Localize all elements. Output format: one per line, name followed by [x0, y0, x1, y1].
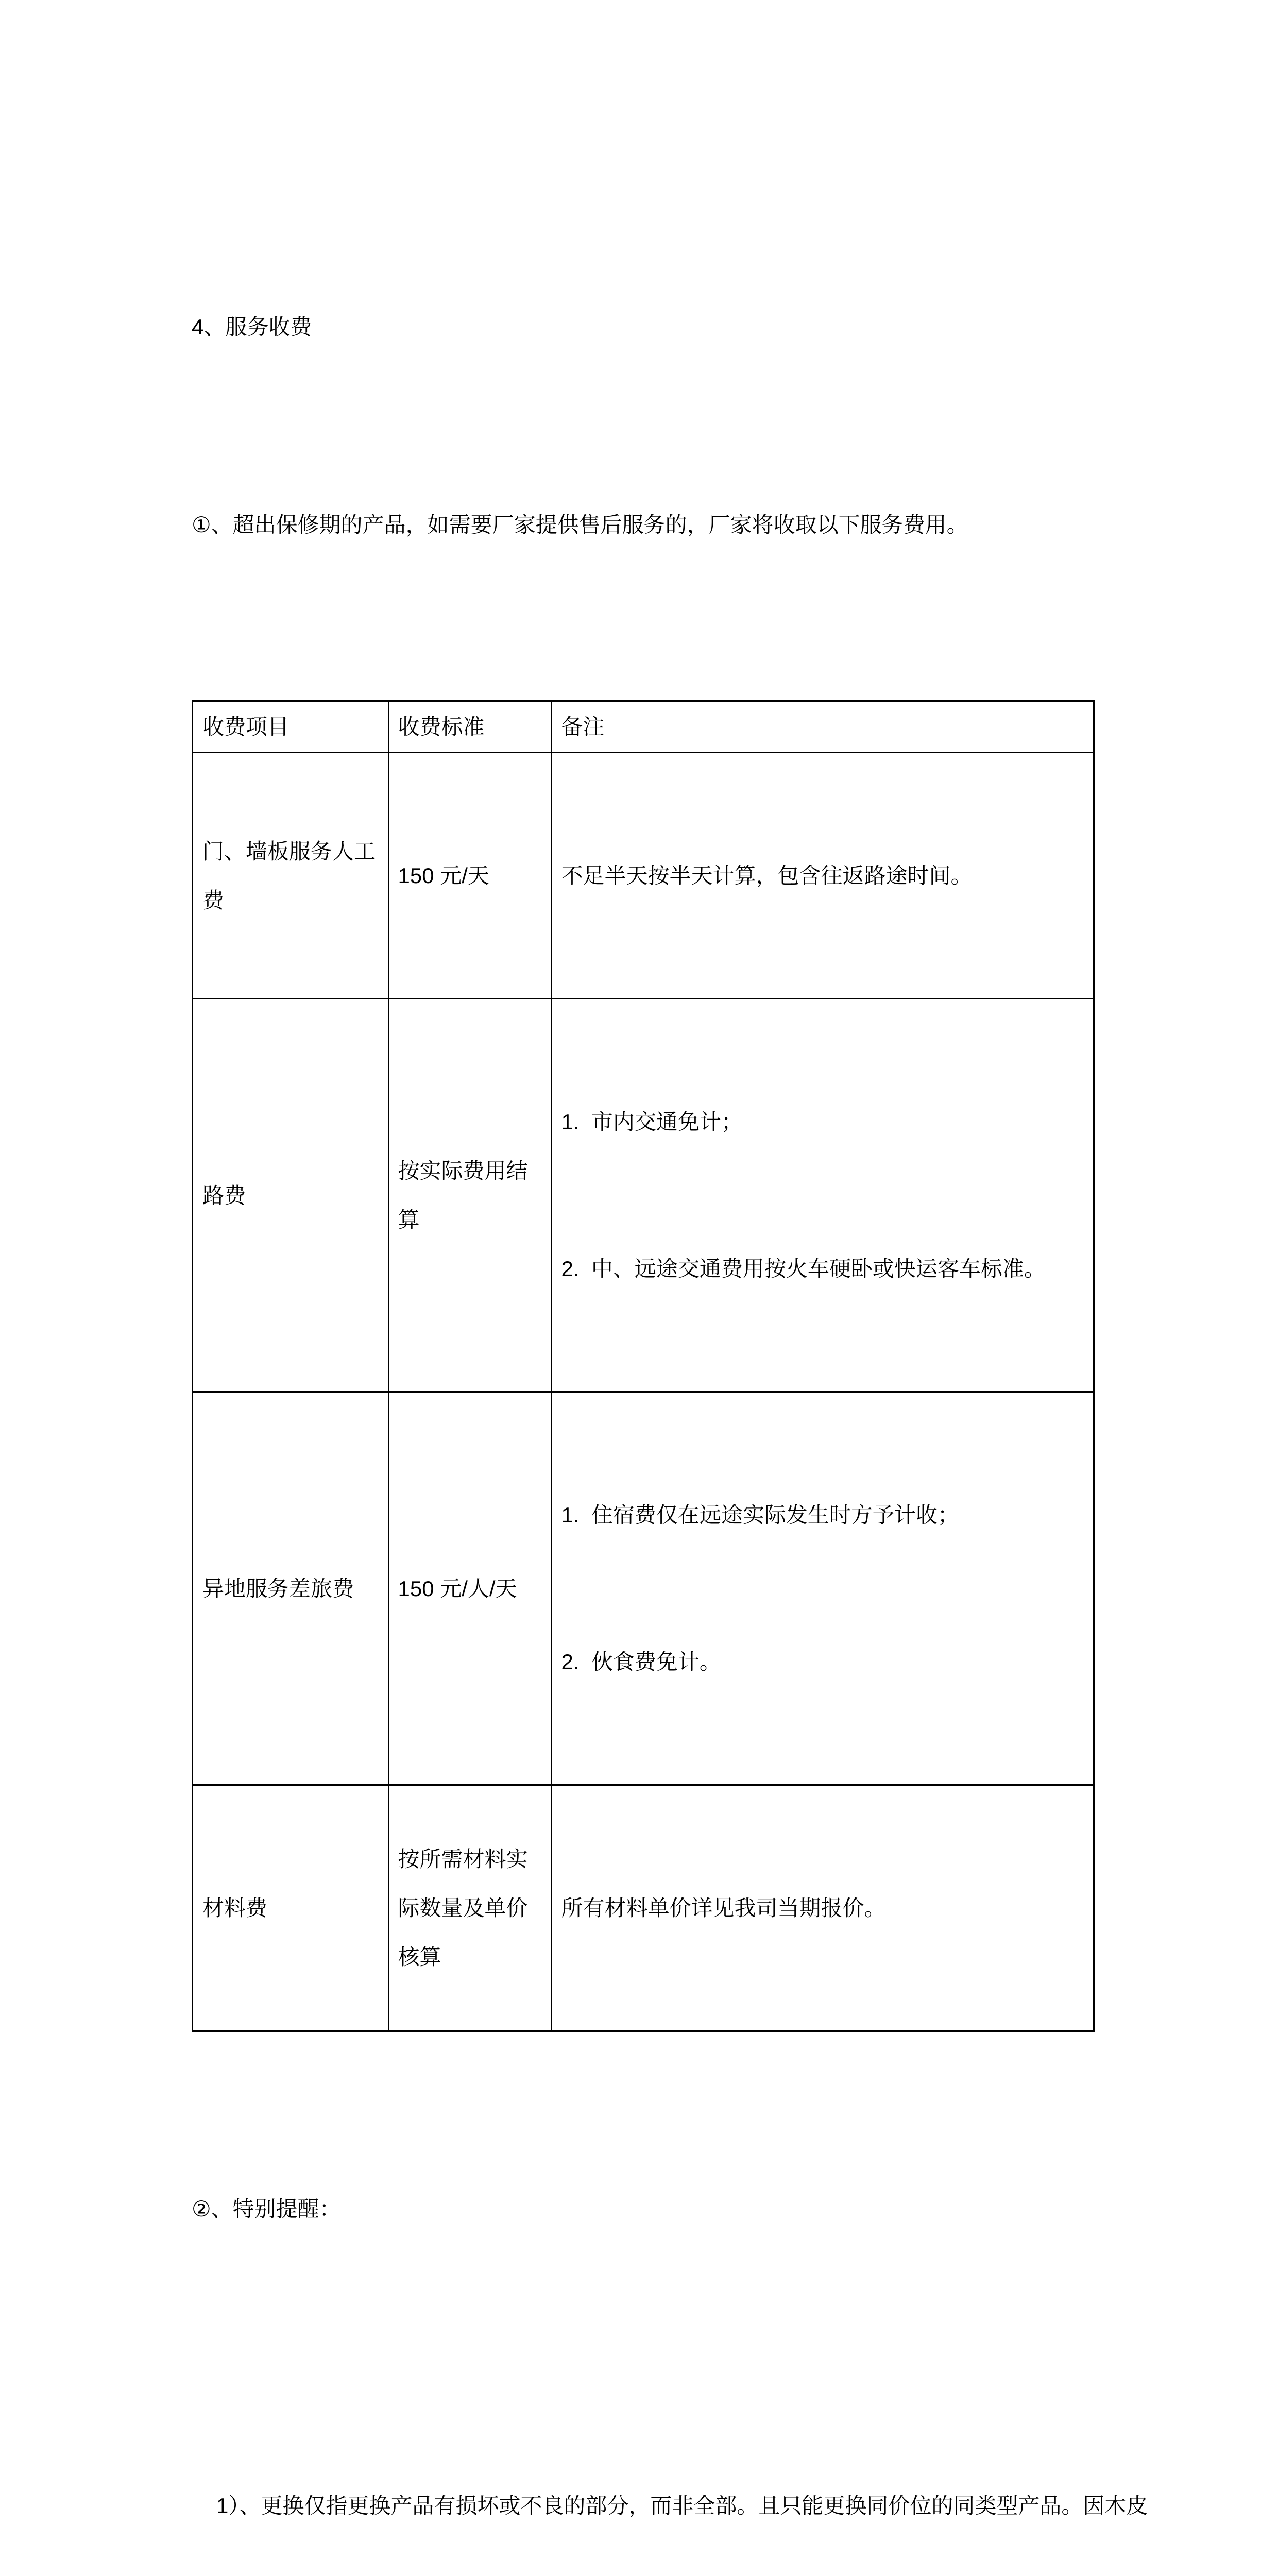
remark-line: 所有材料单价详见我司当期报价。 [561, 1896, 886, 1920]
document-content [192, 154, 1191, 2576]
section-title: 4、服务收费 [192, 315, 312, 339]
fee-standard-cell: 150 元/天 [388, 753, 552, 999]
reminder-item-1 [192, 2382, 1191, 2576]
fee-table-header-row [193, 701, 1094, 753]
fee-table-header-standard: 收费标准 [388, 701, 552, 753]
remark-line: 不足半天按半天计算，包含往返路途时间。 [561, 863, 973, 888]
fee-table-header-remark: 备注 [552, 701, 1094, 753]
table-row [193, 1785, 1094, 2031]
paragraph-line: 1）、更换仅指更换产品有损坏或不良的部分，而非全部。且只能更换同价位的同类型产品。因木皮 [216, 2494, 1148, 2518]
fee-table-header-item: 收费项目 [193, 701, 388, 753]
remark-line: 1. 市内交通免计； [561, 1110, 743, 1134]
fee-remark-cell [552, 1785, 1094, 2031]
fee-standard-cell: 按实际费用结算 [388, 999, 552, 1392]
fee-item-cell: 路费 [193, 999, 388, 1392]
remark-line: 2. 伙食费免计。 [561, 1650, 721, 1674]
reminder-heading: ②、特别提醒： [192, 2197, 341, 2221]
fee-item-cell: 门、墙板服务人工费 [193, 753, 388, 999]
remark-line: 2. 中、远途交通费用按火车硬卧或快运客车标准。 [561, 1257, 1046, 1281]
fee-item-cell: 材料费 [193, 1785, 388, 2031]
remark-line: 1. 住宿费仅在远途实际发生时方予计收； [561, 1503, 959, 1527]
table-row [193, 999, 1094, 1392]
fee-standard-cell: 150 元/人/天 [388, 1392, 552, 1785]
intro-paragraph: ①、超出保修期的产品，如需要厂家提供售后服务的，厂家将收取以下服务费用。 [192, 513, 968, 537]
fee-remark-cell [552, 999, 1094, 1392]
fee-remark-cell [552, 753, 1094, 999]
table-row [193, 1392, 1094, 1785]
fee-item-cell: 异地服务差旅费 [193, 1392, 388, 1785]
fee-remark-cell [552, 1392, 1094, 1785]
fee-standard-cell: 按所需材料实际数量及单价核算 [388, 1785, 552, 2031]
table-row [193, 753, 1094, 999]
fee-table [192, 700, 1095, 2032]
